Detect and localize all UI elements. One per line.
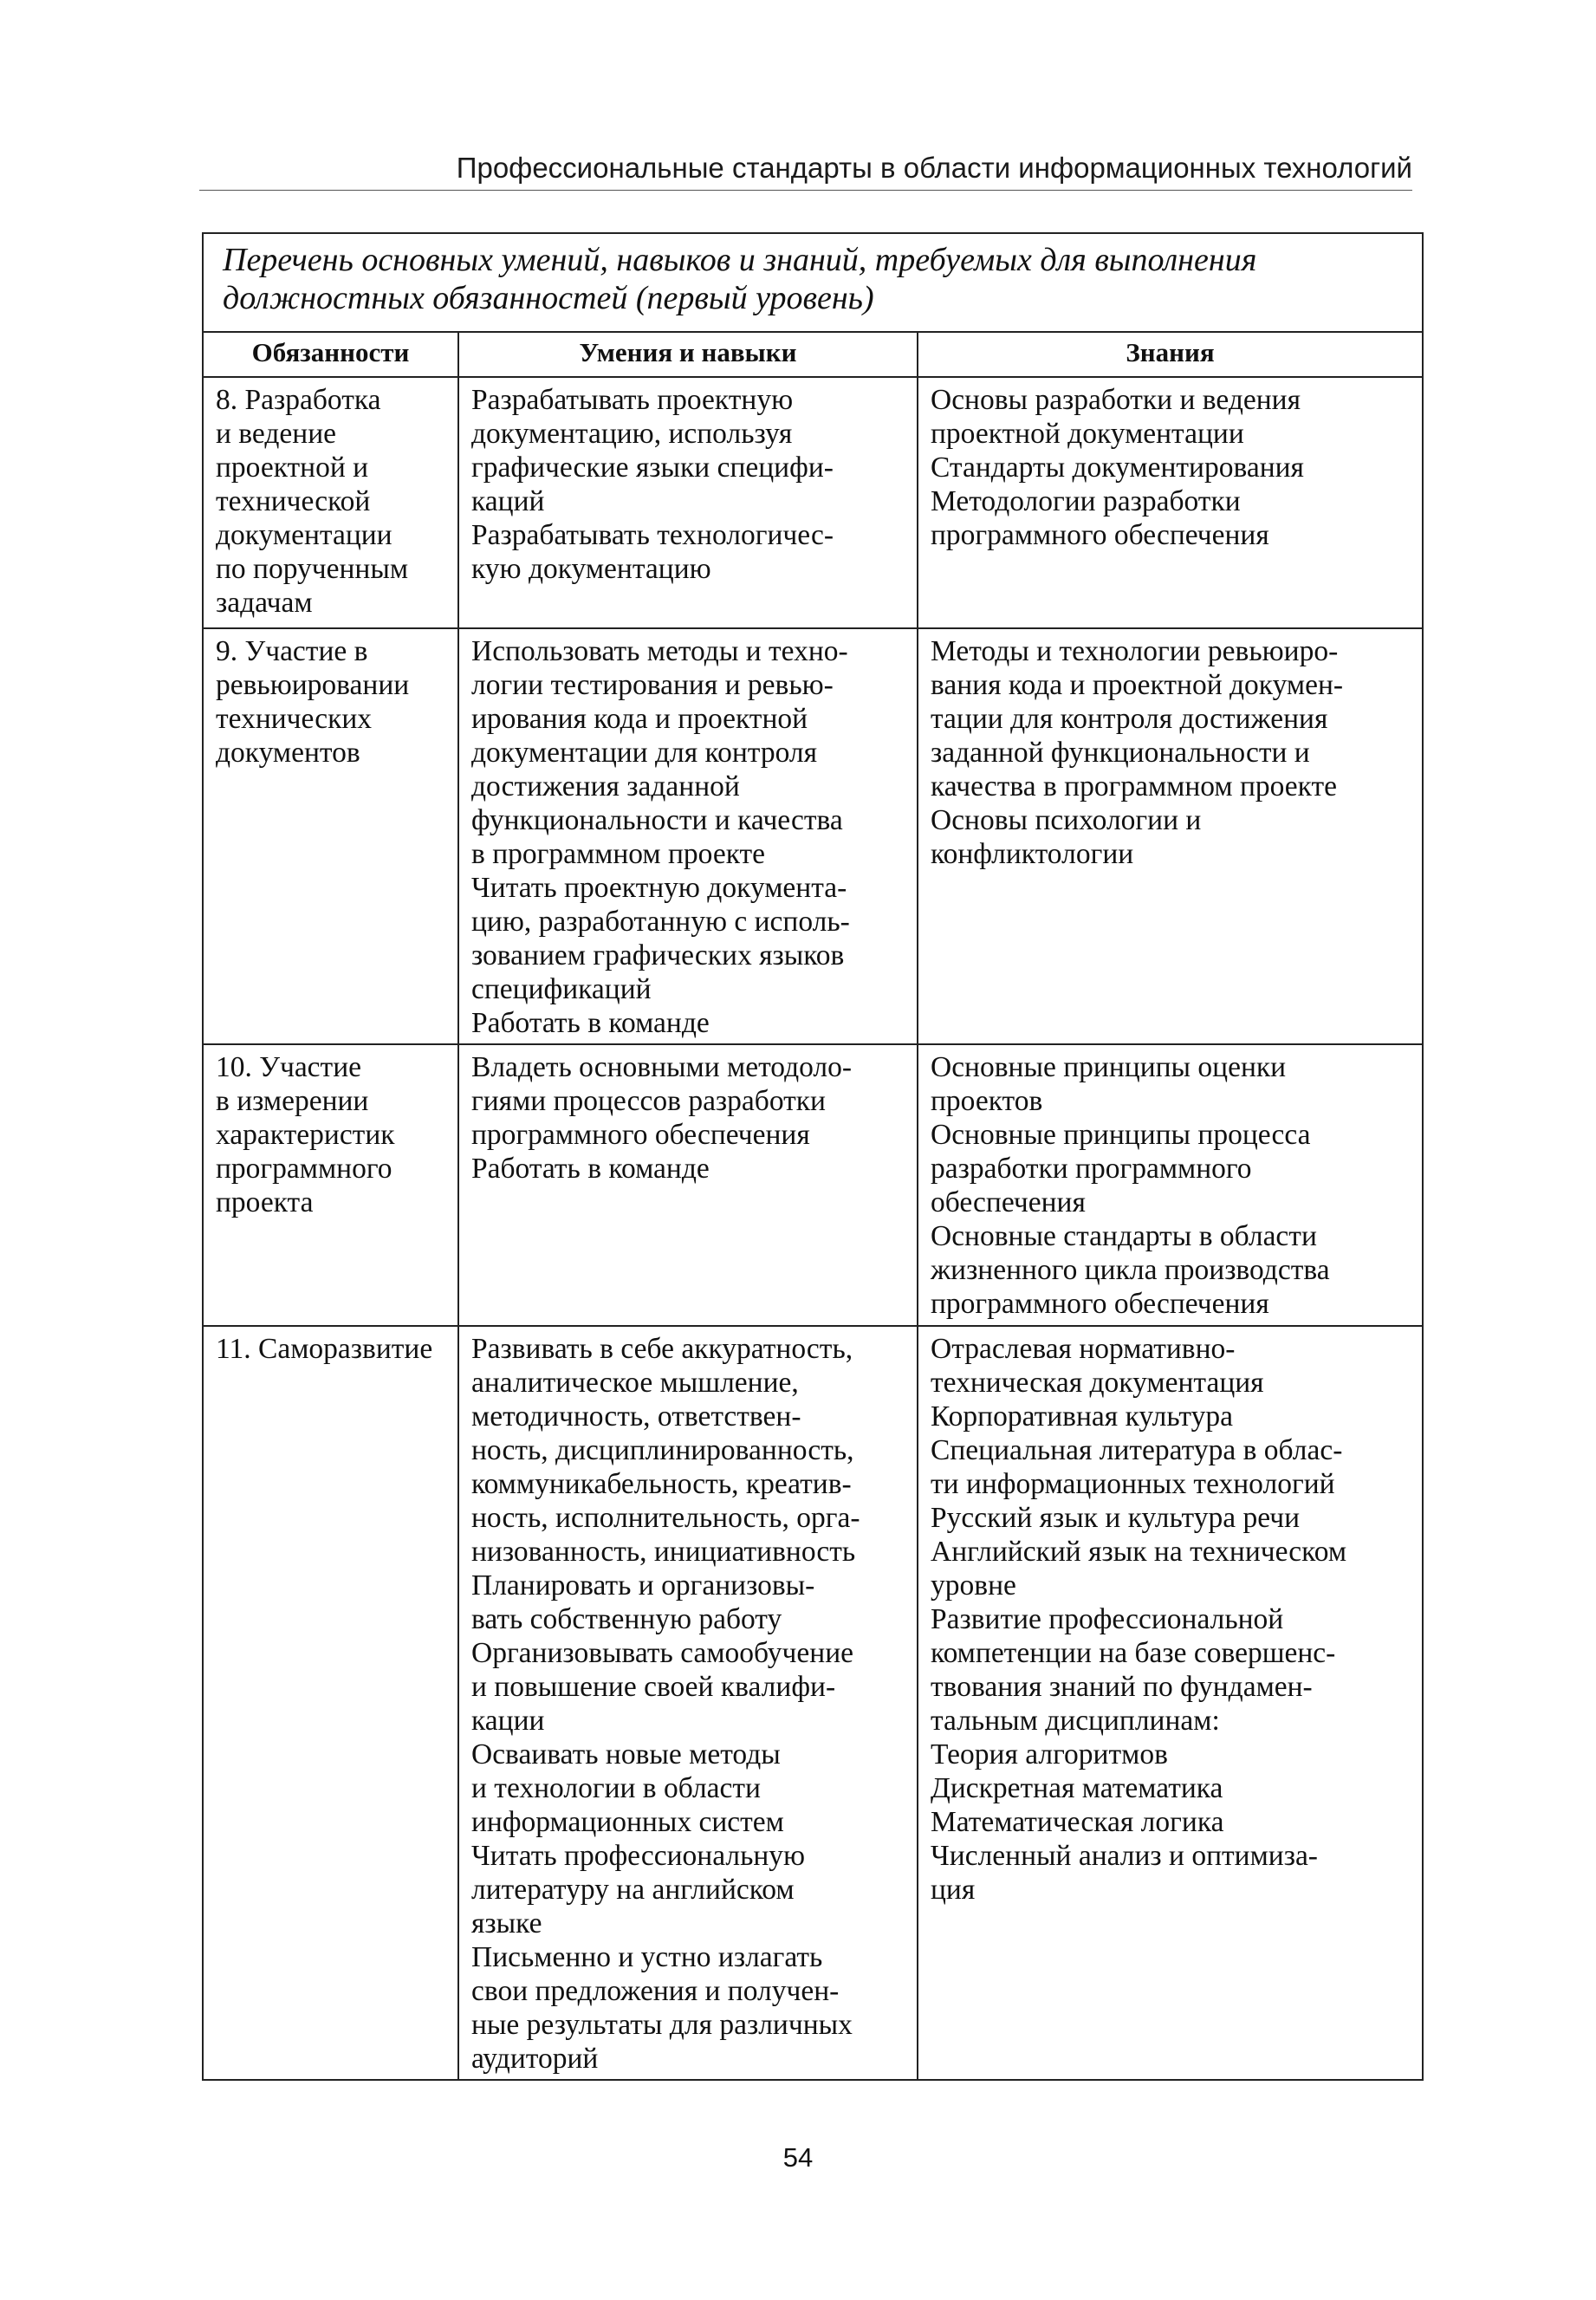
text-line: Работать в команде: [471, 1153, 710, 1185]
text-line: ция: [931, 1874, 976, 1906]
text-line: твования знаний по фундамен-: [931, 1671, 1313, 1703]
text-line: проектной и: [216, 452, 369, 484]
text-line: проектной документации: [931, 418, 1244, 450]
text-line: Планировать и организовы-: [471, 1569, 815, 1602]
text-line: обеспечения: [931, 1186, 1086, 1218]
text-line: жизненного цикла производства: [931, 1254, 1330, 1286]
text-line: аналитическое мышление,: [471, 1367, 799, 1399]
page-number: 54: [782, 2142, 814, 2173]
text-line: документации: [216, 519, 393, 551]
text-line: информационных систем: [471, 1806, 784, 1838]
text-line: программного обеспечения: [471, 1119, 810, 1151]
text-line: компетенции на базе совершенс-: [931, 1637, 1336, 1669]
text-line: по порученным: [216, 553, 409, 585]
text-line: Осваивать новые методы: [471, 1738, 781, 1770]
text-line: литературу на английском: [471, 1874, 795, 1906]
text-line: технических: [216, 703, 373, 735]
text-line: ность, дисциплинированность,: [471, 1434, 854, 1466]
text-line: Методологии разработки: [931, 485, 1241, 517]
text-line: Основные стандарты в области: [931, 1220, 1317, 1252]
text-line: Развитие профессиональной: [931, 1603, 1284, 1635]
duty-cell: [203, 1326, 458, 2080]
text-line: Корпоративная культура: [931, 1400, 1233, 1433]
text-line: характеристик: [216, 1119, 395, 1151]
text-line: Читать профессиональную: [471, 1840, 806, 1872]
text-line: низованность, инициативность: [471, 1536, 856, 1568]
skills-cell: [458, 1326, 918, 2080]
text-line: Численный анализ и оптимиза-: [931, 1840, 1318, 1872]
text-line: документацию, используя: [471, 418, 793, 450]
text-line: заданной функциональности и: [931, 737, 1310, 769]
text-line: Основные принципы процесса: [931, 1119, 1311, 1151]
text-line: программного обеспечения: [931, 519, 1269, 551]
text-line: разработки программного: [931, 1153, 1252, 1185]
text-line: 10. Участие: [216, 1051, 361, 1083]
text-line: Организовывать самообучение: [471, 1637, 853, 1669]
text-line: Русский язык и культура речи: [931, 1502, 1301, 1534]
text-line: коммуникабельность, креатив-: [471, 1468, 852, 1500]
text-line: кации: [471, 1705, 545, 1737]
text-line: программного обеспечения: [931, 1288, 1269, 1320]
text-line: Владеть основными методоло-: [471, 1051, 853, 1083]
caption-line: должностных обязанностей (первый уровень): [223, 280, 874, 316]
text-line: Дискретная математика: [931, 1772, 1223, 1804]
text-line: в измерении: [216, 1085, 369, 1117]
duty-cell: [203, 1044, 458, 1326]
duty-cell: [203, 377, 458, 628]
text-line: зованием графических языков: [471, 939, 845, 971]
text-line: Основы разработки и ведения: [931, 384, 1301, 416]
text-line: и технологии в области: [471, 1772, 761, 1804]
knowledge-cell: [918, 377, 1423, 628]
text-line: Специальная литература в облас-: [931, 1434, 1343, 1466]
text-line: языке: [471, 1907, 542, 1939]
text-line: гиями процессов разработки: [471, 1085, 826, 1117]
text-line: вания кода и проектной докумен-: [931, 669, 1344, 701]
text-line: тальным дисциплинам:: [931, 1705, 1220, 1737]
caption-line: Перечень основных умений, навыков и знаний, требуемых для выполнения: [223, 242, 1257, 278]
text-line: качества в программном проекте: [931, 770, 1338, 802]
text-line: 9. Участие в: [216, 635, 368, 667]
text-line: тации для контроля достижения: [931, 703, 1328, 735]
text-line: свои предложения и получен-: [471, 1975, 840, 2007]
table-row: [203, 377, 1423, 628]
header-rule: [199, 190, 1412, 191]
duty-cell: [203, 628, 458, 1044]
table-row: [203, 1044, 1423, 1326]
table-row: [203, 1326, 1423, 2080]
text-line: ирования кода и проектной: [471, 703, 808, 735]
skills-cell: [458, 377, 918, 628]
text-line: документации для контроля: [471, 737, 818, 769]
skills-cell: [458, 628, 918, 1044]
column-header-knowledge: Знания: [918, 332, 1423, 377]
table-caption: [203, 233, 1423, 332]
text-line: спецификаций: [471, 973, 652, 1005]
text-line: методичность, ответствен-: [471, 1400, 801, 1433]
text-line: ность, исполнительность, орга-: [471, 1502, 860, 1534]
text-line: Использовать методы и техно-: [471, 635, 848, 667]
text-line: программного: [216, 1153, 393, 1185]
text-line: Письменно и устно излагать: [471, 1941, 823, 1973]
text-line: Стандарты документирования: [931, 452, 1304, 484]
text-line: Основные принципы оценки: [931, 1051, 1287, 1083]
text-line: Математическая логика: [931, 1806, 1224, 1838]
text-line: задачам: [216, 587, 313, 619]
text-line: технической: [216, 485, 371, 517]
text-line: проекта: [216, 1186, 314, 1218]
text-line: аудиторий: [471, 2043, 599, 2075]
text-line: Основы психологии и: [931, 804, 1202, 836]
text-line: в программном проекте: [471, 838, 766, 870]
text-line: 11. Саморазвитие: [216, 1333, 433, 1365]
text-line: достижения заданной: [471, 770, 740, 802]
running-header: Профессиональные стандарты в области информационных технологий: [456, 152, 1412, 184]
text-line: ные результаты для различных: [471, 2009, 853, 2041]
text-line: ти информационных технологий: [931, 1468, 1335, 1500]
text-line: документов: [216, 737, 360, 769]
text-line: вать собственную работу: [471, 1603, 782, 1635]
text-line: логии тестирования и ревью-: [471, 669, 834, 701]
text-line: графические языки специфи-: [471, 452, 834, 484]
text-line: Развивать в себе аккуратность,: [471, 1333, 853, 1365]
text-line: Работать в команде: [471, 1007, 710, 1039]
text-line: 8. Разработка: [216, 384, 381, 416]
text-line: Теория алгоритмов: [931, 1738, 1168, 1770]
text-line: Разрабатывать технологичес-: [471, 519, 834, 551]
skills-cell: [458, 1044, 918, 1326]
text-line: и повышение своей квалифи-: [471, 1671, 836, 1703]
text-line: каций: [471, 485, 545, 517]
column-header-skills: Умения и навыки: [458, 332, 918, 377]
text-line: проектов: [931, 1085, 1043, 1117]
text-line: Разрабатывать проектную: [471, 384, 794, 416]
knowledge-cell: [918, 628, 1423, 1044]
text-line: Методы и технологии ревьюиро-: [931, 635, 1339, 667]
table-row: [203, 628, 1423, 1044]
text-line: конфликтологии: [931, 838, 1134, 870]
text-line: ревьюировании: [216, 669, 410, 701]
text-line: и ведение: [216, 418, 336, 450]
text-line: Читать проектную документа-: [471, 872, 847, 904]
text-line: Отраслевая нормативно-: [931, 1333, 1236, 1365]
text-line: цию, разработанную с исполь-: [471, 906, 850, 938]
skills-table: [202, 232, 1424, 2081]
knowledge-cell: [918, 1044, 1423, 1326]
text-line: техническая документация: [931, 1367, 1264, 1399]
text-line: кую документацию: [471, 553, 711, 585]
column-header-duties: Обязанности: [203, 332, 458, 377]
text-line: Английский язык на техническом: [931, 1536, 1347, 1568]
knowledge-cell: [918, 1326, 1423, 2080]
text-line: уровне: [931, 1569, 1016, 1602]
text-line: функциональности и качества: [471, 804, 843, 836]
